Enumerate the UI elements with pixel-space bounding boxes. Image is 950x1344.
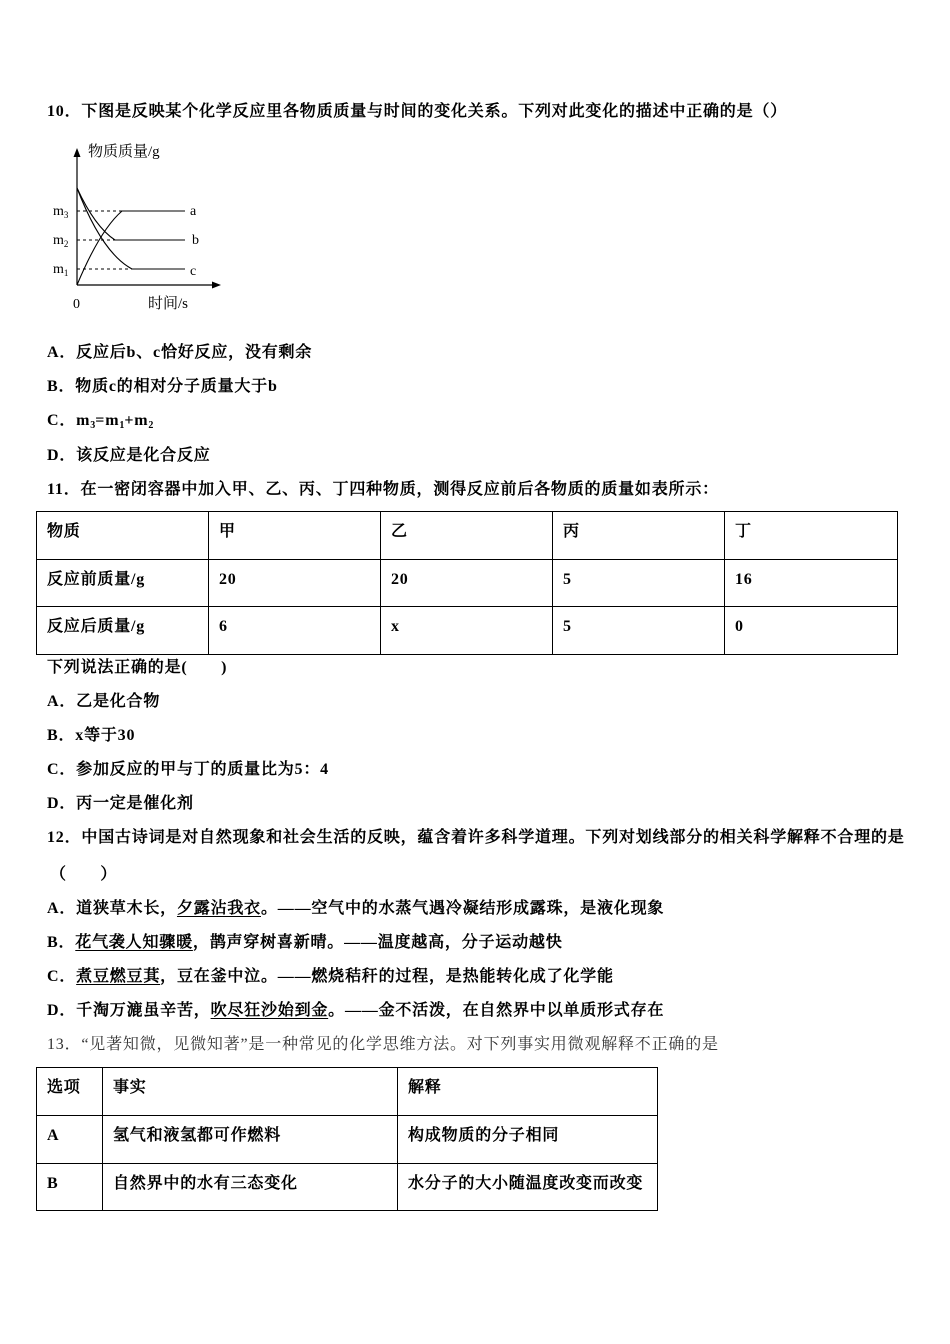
q12-option-d [47,1001,664,1021]
q13-fact-table [36,1067,658,1211]
y-tick-m2 [53,233,68,249]
option-text: 丙一定是催化剂 [76,795,194,812]
table-header-cell: 物质 [37,512,209,560]
q10-option-d [47,446,211,466]
table-header-row [37,512,898,560]
option-text-after: ，豆在釜中泣。——燃烧秸秆的过程，是热能转化成了化学能 [160,968,614,985]
q12-option-a [47,899,664,919]
expr-part: =m [95,412,120,429]
option-label: B． [47,727,76,744]
q12-number: 12． [47,829,82,846]
table-cell: 16 [725,560,898,607]
option-label: D． [47,795,77,812]
y-tick-m2-base: m [53,233,64,248]
q12-option-c [47,967,614,987]
option-label: C． [47,761,77,778]
y-tick-m3-sub: 3 [63,210,69,220]
origin-label: 0 [73,297,80,312]
table-cell: 6 [209,607,381,655]
table-cell: 构成物质的分子相同 [398,1116,658,1164]
table-row [37,607,898,655]
table-cell: 自然界中的水有三态变化 [103,1164,398,1211]
curve-c-label: c [190,264,197,279]
option-text: 该反应是化合反应 [76,447,211,464]
q10-stem-text: 下图是反映某个化学反应里各物质质量与时间的变化关系。下列对此变化的描述中正确的是（） [81,103,788,120]
table-cell: 氢气和液氢都可作燃料 [103,1116,398,1164]
q13-number: 13． [47,1036,82,1053]
q10-mass-time-graph [40,135,230,315]
table-cell: 反应后质量/g [37,607,209,655]
table-header-cell: 乙 [381,512,553,560]
option-label: C． [47,412,77,429]
curve-b [77,188,185,240]
option-text-after: ，鹊声穿树喜新晴。——温度越高，分子运动越快 [192,934,563,951]
table-cell: 20 [381,560,553,607]
table-header-cell: 丙 [553,512,725,560]
underlined-verse: 夕露沾我衣 [176,900,261,917]
q11-mass-table [36,511,898,655]
table-header-cell: 甲 [209,512,381,560]
q11-option-b [47,726,135,746]
table-header-cell: 选项 [37,1068,103,1116]
y-tick-m3-base: m [53,204,64,219]
q10-option-b [47,377,278,397]
table-header-cell: 事实 [103,1068,398,1116]
y-tick-m3 [53,204,69,220]
q12-answer-blank: （ ） [50,866,118,883]
y-tick-m1-sub: 1 [63,268,69,278]
q10-option-a [47,343,312,363]
q10-option-c [47,411,153,431]
option-label: A． [47,693,77,710]
y-axis-label: 物质质量/g [88,144,160,160]
option-label: C． [47,968,77,985]
underlined-verse: 花气袭人知骤暖 [75,934,193,951]
q11-stem-text: 在一密闭容器中加入甲、乙、丙、丁四种物质，测得反应前后各物质的质量如表所示： [80,481,719,498]
table-cell: x [381,607,553,655]
option-text: x等于30 [75,727,136,744]
option-label: A． [47,900,77,917]
q12-option-b [47,933,563,953]
table-cell: A [37,1116,103,1164]
underlined-verse: 吹尽狂沙始到金 [210,1002,329,1019]
table-cell: 20 [209,560,381,607]
expr-part: +m [124,412,149,429]
curve-c [77,188,185,269]
expr-part: m [76,412,91,429]
q10-stem [47,102,787,122]
curve-b-label: b [192,233,199,248]
q12-stem [47,828,905,848]
table-row [37,560,898,607]
table-cell: 5 [553,607,725,655]
y-tick-m1 [53,262,68,278]
table-row [37,1164,658,1211]
option-label: D． [47,1002,77,1019]
q11-prompt: 下列说法正确的是( ) [47,659,228,676]
y-tick-m2-sub: 2 [63,239,69,249]
q13-stem-text: “见著知微，见微知著”是一种常见的化学思维方法。对下列事实用微观解释不正确的是 [81,1036,719,1053]
y-tick-m1-base: m [53,262,64,277]
q12-stem-text: 中国古诗词是对自然现象和社会生活的反映，蕴含着许多科学道理。下列对划线部分的相关科学解释不合理的是 [81,829,905,846]
option-text: 反应后b、c恰好反应，没有剩余 [76,344,313,361]
option-text-after: 。——金不活泼，在自然界中以单质形式存在 [328,1002,665,1019]
option-text: 参加反应的甲与丁的质量比为5：4 [76,761,329,778]
option-label: D． [47,447,77,464]
q13-stem [47,1035,719,1055]
option-text: 物质c的相对分子质量大于b [75,378,278,395]
q11-number: 11． [47,481,81,498]
table-header-row [37,1068,658,1116]
table-cell: 0 [725,607,898,655]
expr-subscript: 2 [148,420,154,431]
table-cell: 5 [553,560,725,607]
table-header-cell: 丁 [725,512,898,560]
option-label: A． [47,344,77,361]
q11-option-d [47,794,194,814]
expr-subscript: 3 [90,420,96,431]
table-header-cell: 解释 [398,1068,658,1116]
table-cell: B [37,1164,103,1211]
underlined-verse: 煮豆燃豆萁 [76,968,161,985]
option-text-before: 千淘万漉虽辛苦， [76,1002,211,1019]
curve-a-label: a [190,204,197,219]
table-row [37,1116,658,1164]
y-axis-arrow [74,148,81,157]
q11-stem [47,480,719,500]
x-axis-label: 时间/s [148,296,189,312]
q11-option-c [47,760,329,780]
option-text: 乙是化合物 [76,693,161,710]
table-cell: 反应前质量/g [37,560,209,607]
table-cell: 水分子的大小随温度改变而改变 [398,1164,658,1211]
expr-subscript: 1 [119,420,125,431]
option-label: B． [47,378,76,395]
option-label: B． [47,934,76,951]
option-text-before: 道狭草木长， [76,900,177,917]
curve-a [77,211,185,285]
q10-number: 10． [47,103,82,120]
x-axis-arrow [212,282,221,289]
q11-option-a [47,692,160,712]
option-text-after: 。——空气中的水蒸气遇冷凝结形成露珠，是液化现象 [260,900,665,917]
